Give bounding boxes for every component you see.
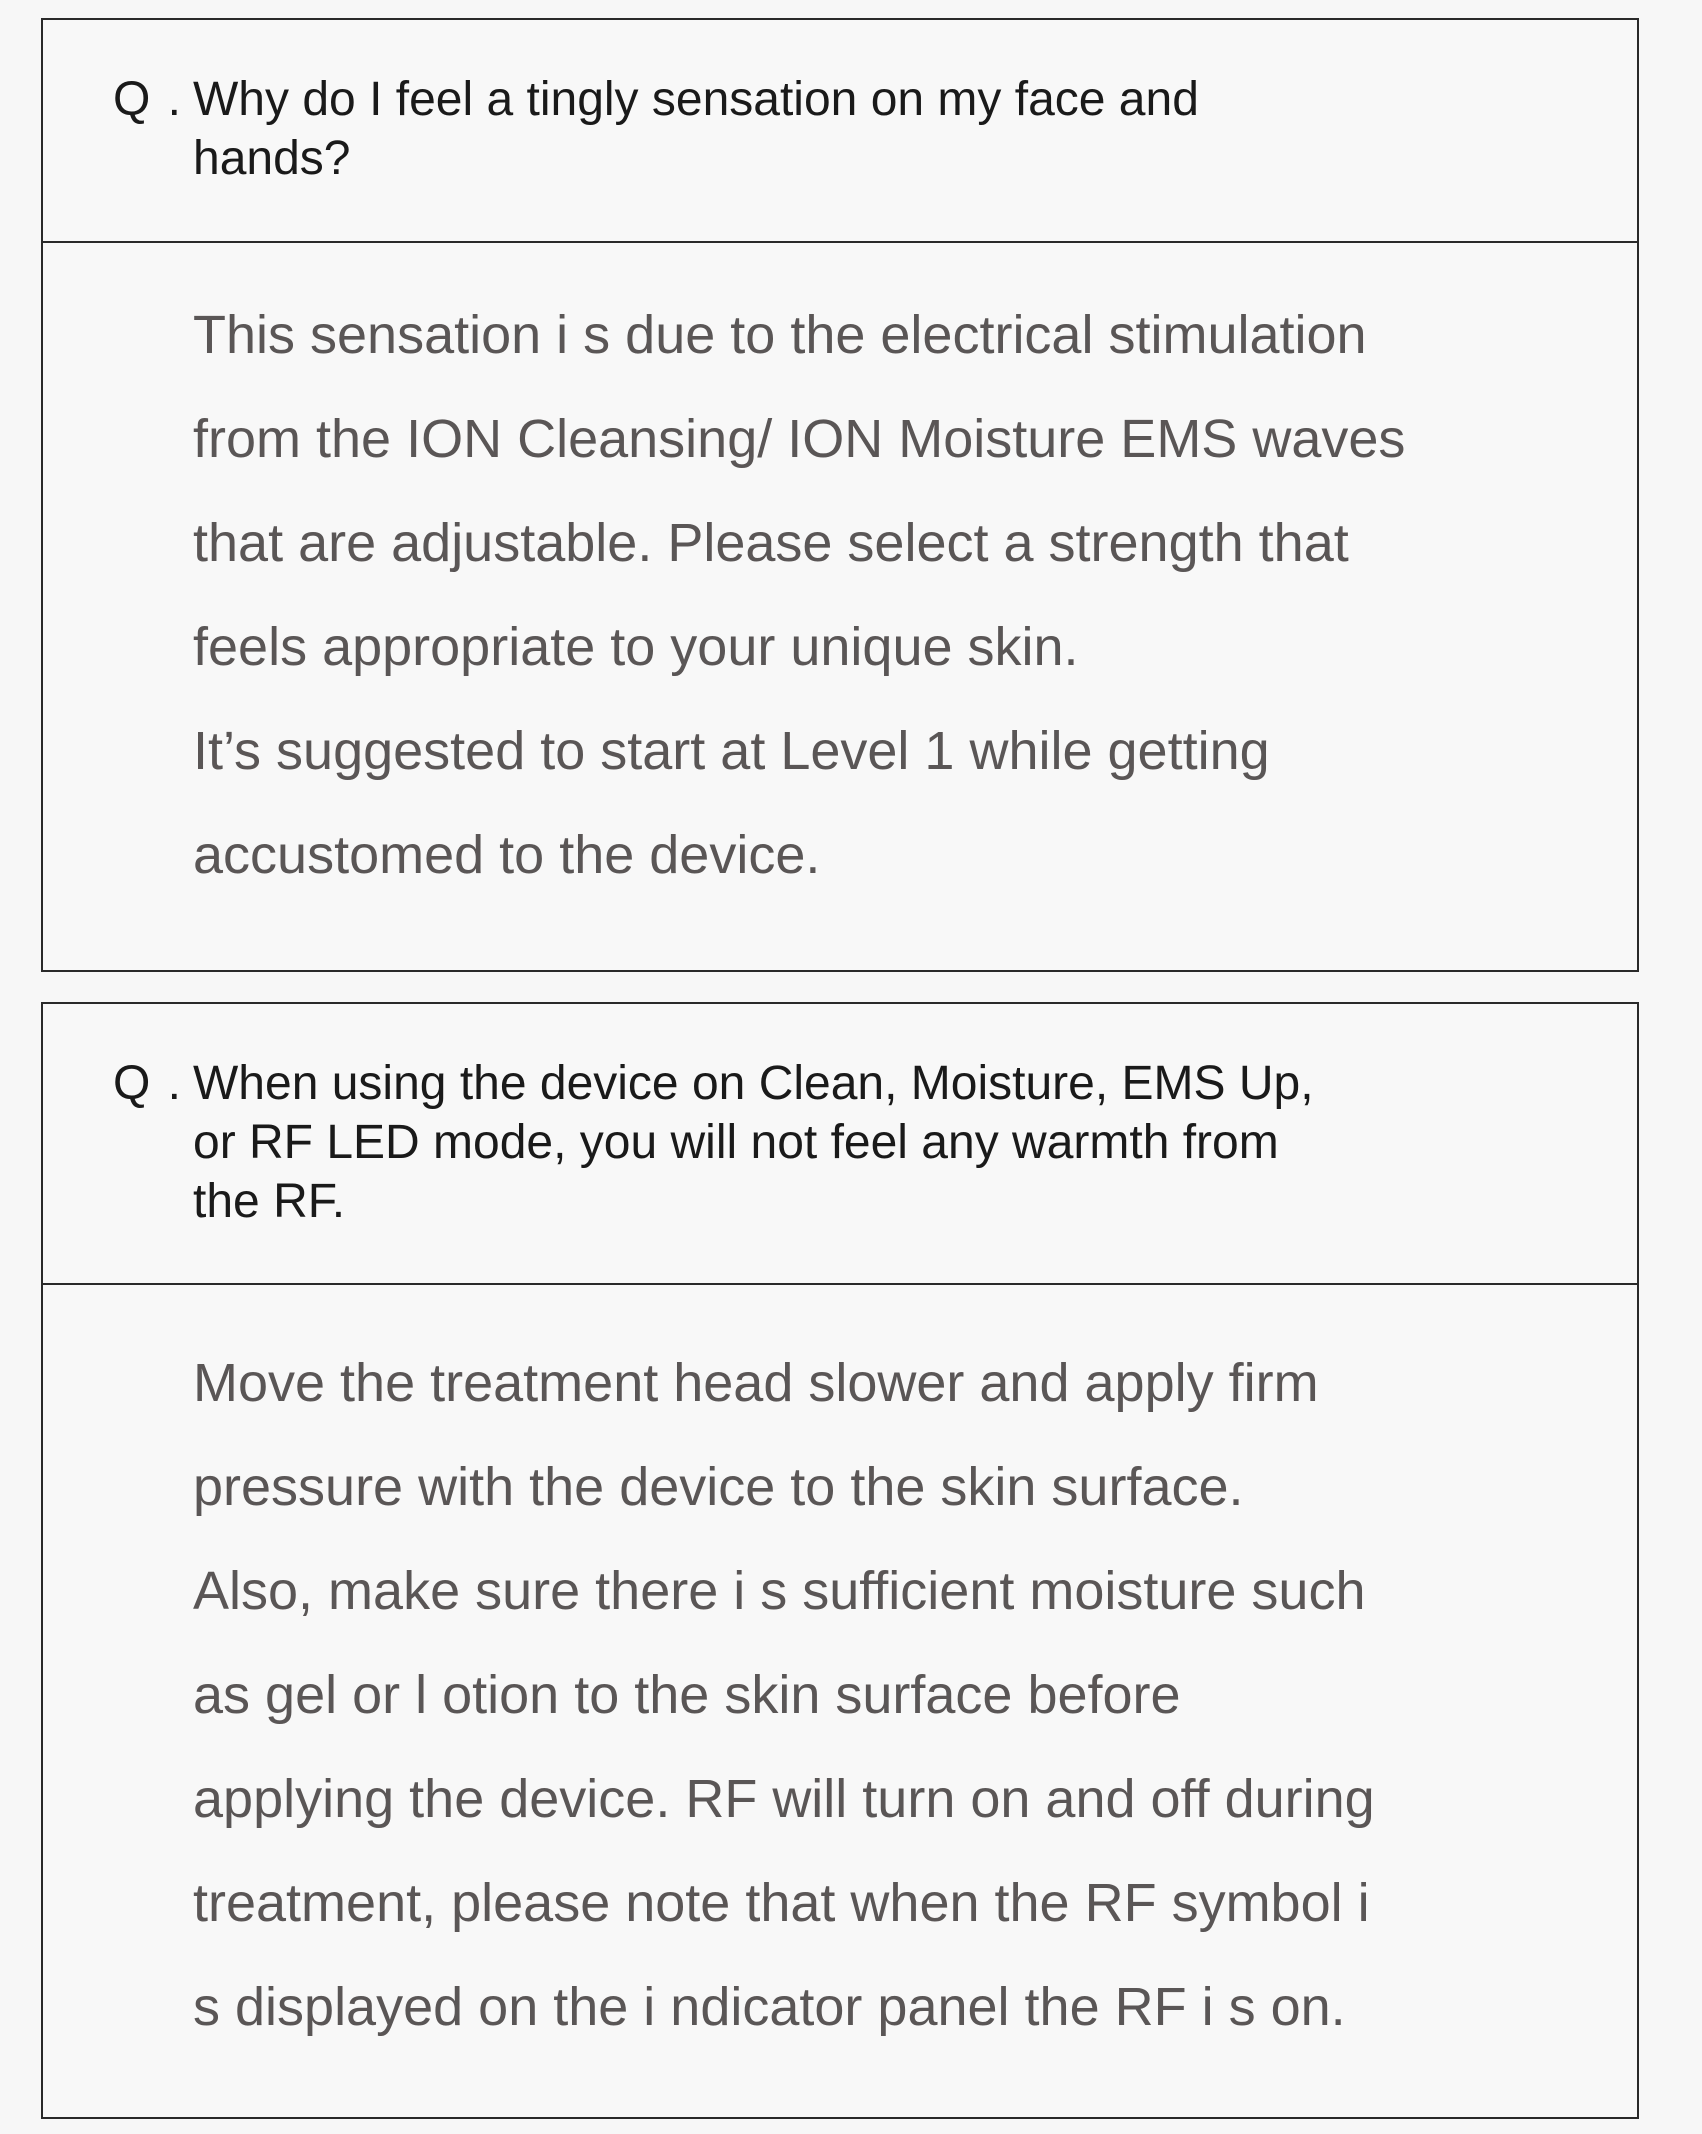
- faq-question: When using the device on Clean, Moisture, EMS Up, or RF LED mode, you will not feel any warmth from the RF.: [193, 1057, 1314, 1228]
- faq-item: [41, 1002, 1639, 2119]
- faq-question-row[interactable]: [43, 1004, 1637, 1285]
- question-marker: Q .: [113, 73, 184, 126]
- faq-question: Why do I feel a tingly sensation on my face and hands?: [193, 73, 1199, 185]
- faq-question-row[interactable]: [43, 20, 1637, 243]
- question-marker: Q .: [113, 1057, 184, 1110]
- faq-answer: This sensation i s due to the electrical stimulation from the ION Cleansing/ ION Moisture EMS waves that are adjustable. Please select a strength that feels appropriate to your unique skin. It’s suggested to start at Level 1 while getting accustomed to the device.: [193, 305, 1406, 885]
- faq-answer: Move the treatment head slower and apply firm pressure with the device to the skin surface. Also, make sure there i s sufficient moisture such as gel or l otion to the skin surface before applying the device. RF will turn on and off during treatment, please note that when the RF symbol i s displayed on the i ndicator panel the RF i s on.: [193, 1353, 1375, 2037]
- faq-item: [41, 18, 1639, 972]
